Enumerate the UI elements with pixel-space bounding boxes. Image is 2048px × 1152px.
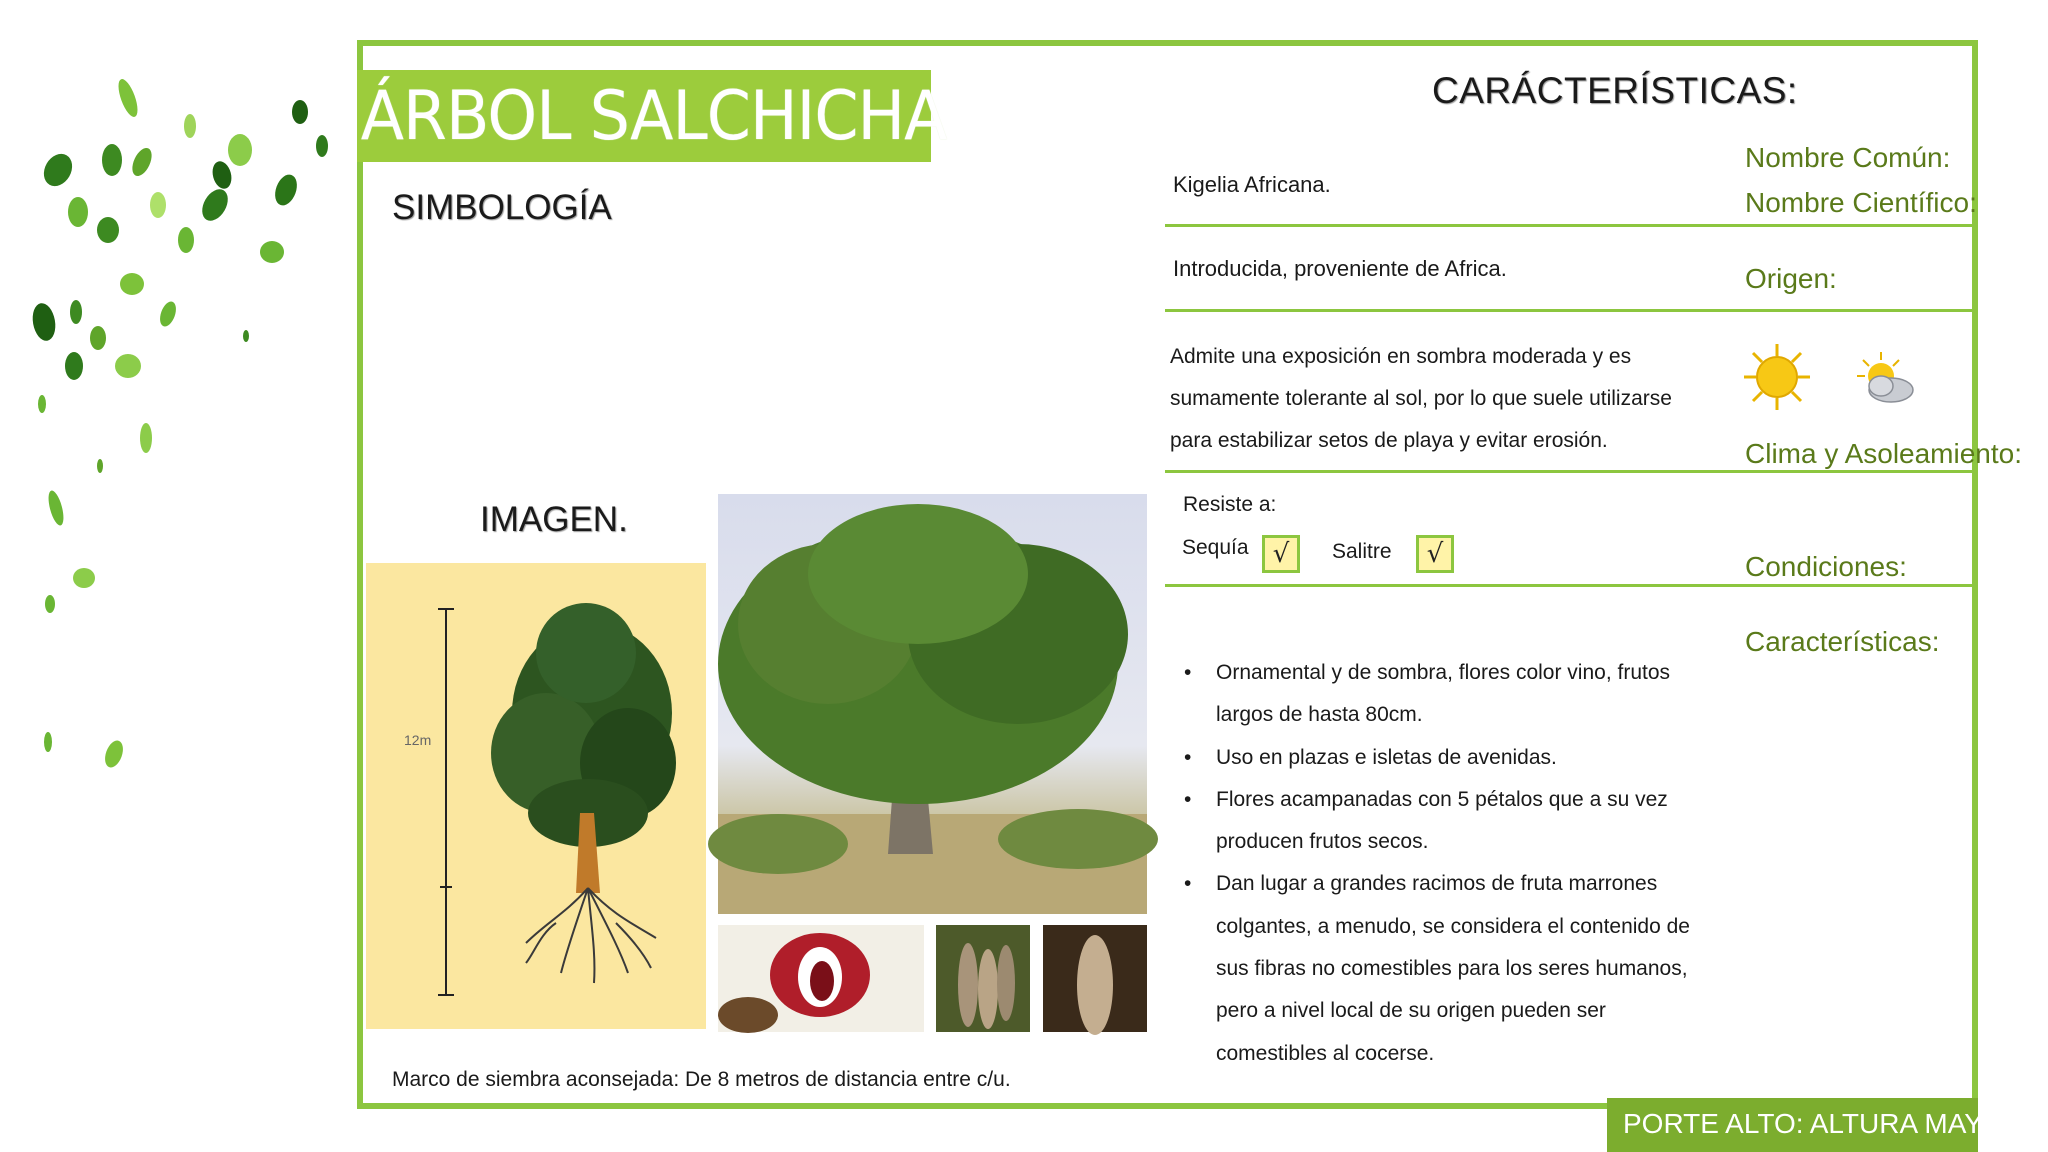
characteristics-list [1172,652,1712,1075]
symbology-heading: SIMBOLOGÍA [392,188,612,227]
title-banner [357,70,947,162]
climate-line-3: para estabilizar setos de playa y evitar erosión. [1170,429,1608,452]
characteristics-heading: CARÁCTERÍSTICAS: [1432,70,1798,111]
page-title: ÁRBOL SALCHICHA [360,76,947,156]
climate-description [1170,336,1730,462]
fruit-photo-2 [1043,925,1147,1032]
separator-1 [1165,224,1973,227]
planting-note: Marco de siembra aconsejada: De 8 metros de distancia entre c/u. [392,1068,1011,1091]
check-mark-icon: √ [1272,539,1290,569]
separator-4 [1165,584,1973,587]
tree-diagram-image [366,563,706,1029]
tree-height-label: 12m [404,732,432,748]
label-characteristics: Características: [1745,626,1940,657]
resists-label: Resiste a: [1183,493,1277,516]
salt-checkbox[interactable] [1416,535,1454,573]
tree-photo [718,494,1147,914]
footer-text: PORTE ALTO: ALTURA MAYOR [1623,1108,2025,1139]
image-heading: IMAGEN. [480,500,628,539]
partly-cloudy-icon [1855,350,1917,408]
name-value: Kigelia Africana. [1173,172,1331,197]
flower-photo [718,925,924,1032]
list-item: • Ornamental y de sombra, flores color vino, frutos largos de hasta 80cm. [1172,652,1712,737]
check-mark-icon: √ [1426,539,1444,569]
sun-icon [1742,342,1812,412]
label-common-name: Nombre Común: [1745,142,1951,173]
label-conditions: Condiciones: [1745,551,1907,582]
climate-line-2: sumamente tolerante al sol, por lo que suele utilizarse [1170,387,1672,410]
list-item: • Dan lugar a grandes racimos de fruta marrones colgantes, a menudo, se considera el contenido de sus fibras no comestibles para los seres humanos, pero a nivel local de su origen pueden ser comestibles al cocerse. [1172,863,1712,1074]
fruit-photo-1 [936,925,1030,1032]
label-scientific-name: Nombre Científico: [1745,187,1977,218]
climate-line-1: Admite una exposición en sombra moderada y es [1170,345,1632,368]
list-item: • Flores acampanadas con 5 pétalos que a su vez producen frutos secos. [1172,779,1712,864]
label-origin: Origen: [1745,263,1837,294]
origin-value: Introducida, proveniente de Africa. [1173,256,1507,281]
separator-3 [1165,470,1973,473]
list-item: • Uso en plazas e isletas de avenidas. [1172,737,1712,779]
drought-checkbox[interactable] [1262,535,1300,573]
drought-label: Sequía [1182,536,1249,559]
decorative-leaves [0,0,360,820]
footer-band [1607,1098,2025,1152]
separator-2 [1165,309,1973,312]
label-climate: Clima y Asoleamiento: [1745,438,2023,469]
salt-label: Salitre [1332,540,1392,563]
